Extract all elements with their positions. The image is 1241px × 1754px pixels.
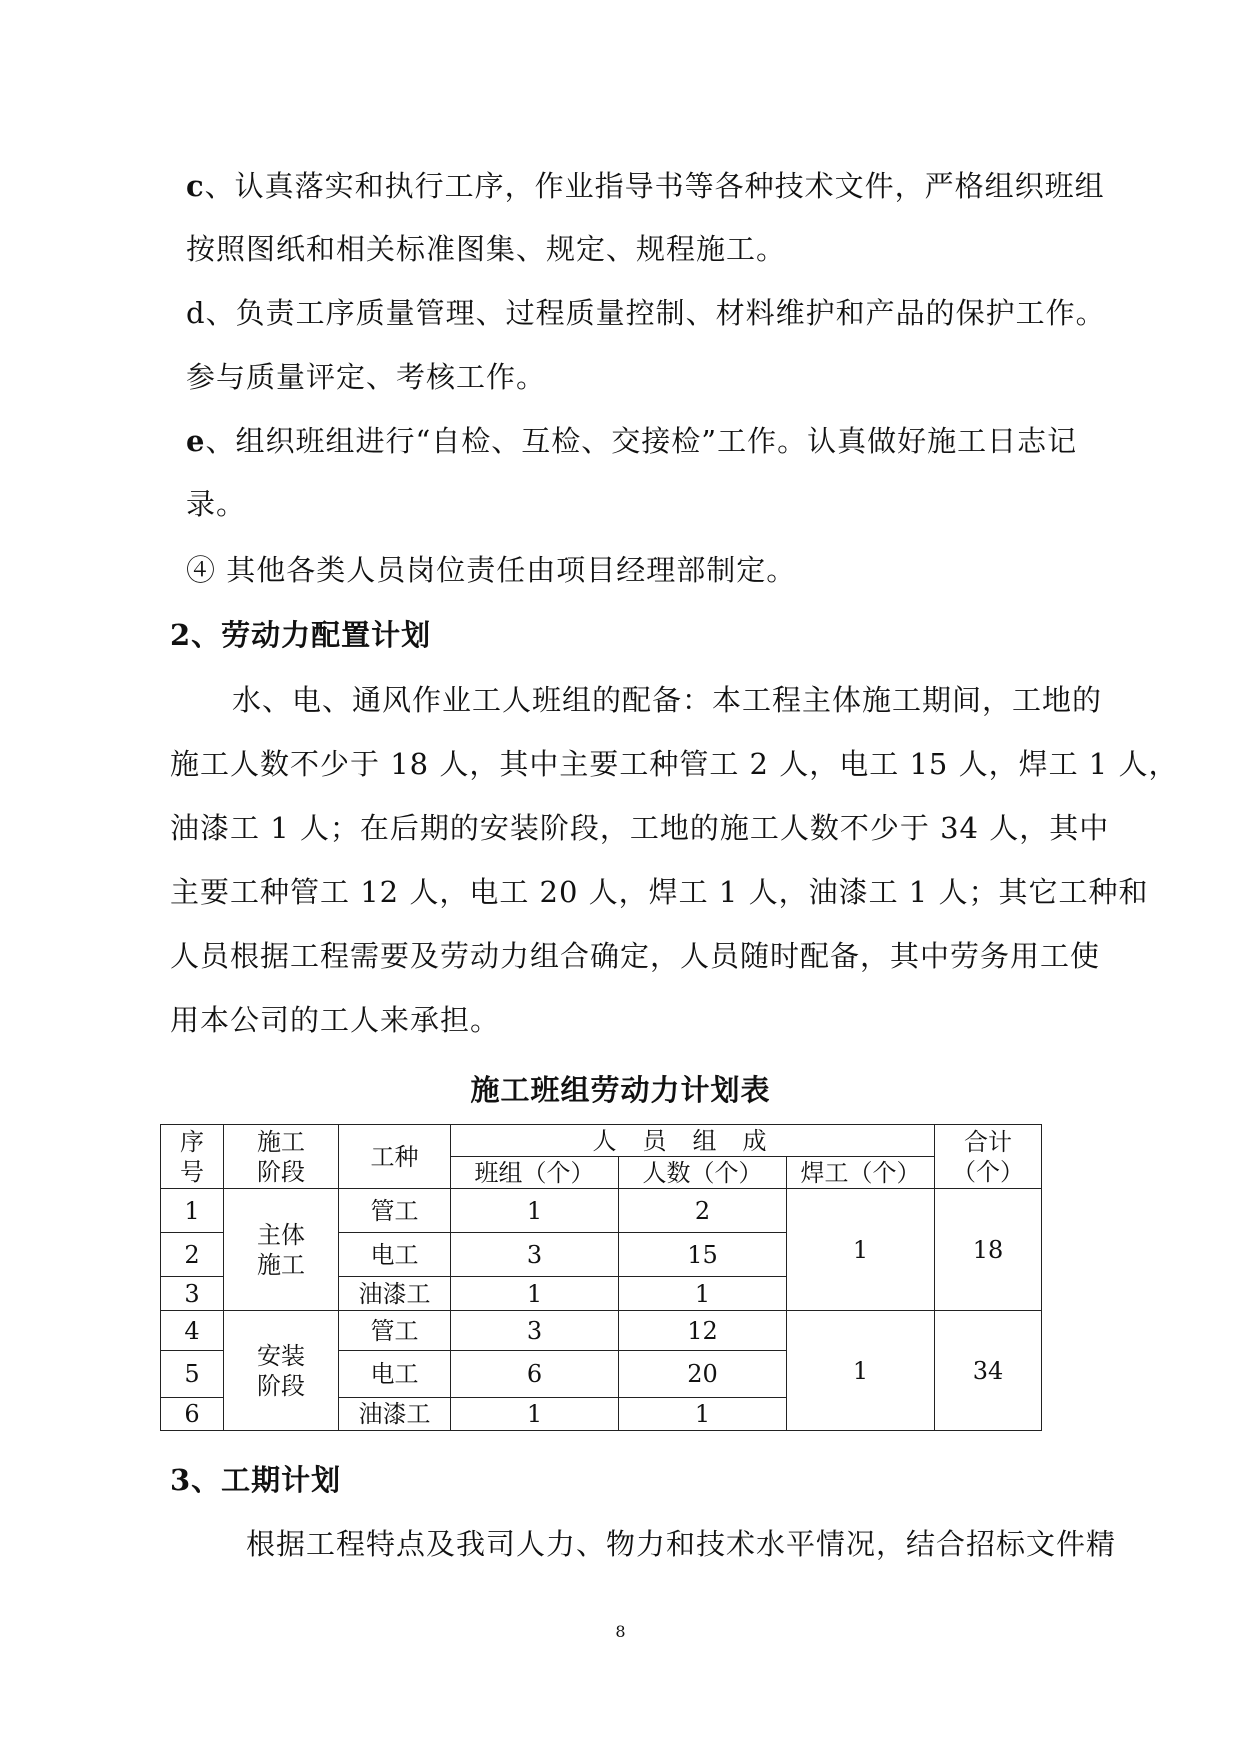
item-e-text: 、组织班组进行“自检、互检、交接检”工作。认真做好施工日志记 — [205, 424, 1078, 458]
header-people: 人数（个） — [619, 1157, 787, 1189]
cell-total-install: 34 — [935, 1311, 1042, 1431]
cell-seq: 4 — [161, 1311, 224, 1351]
item-e-marker: e — [186, 424, 206, 458]
cell-trade: 电工 — [339, 1233, 451, 1277]
cell-people: 12 — [619, 1311, 787, 1351]
paragraph-c-line-1 — [186, 166, 1105, 206]
cell-seq: 5 — [161, 1351, 224, 1398]
section-2-line-6: 用本公司的工人来承担。 — [170, 1003, 501, 1037]
cell-people: 1 — [619, 1277, 787, 1311]
table-title: 施工班组劳动力计划表 — [470, 1073, 771, 1107]
cell-people: 1 — [619, 1398, 787, 1431]
labor-plan-table — [160, 1124, 1042, 1431]
paragraph-d-line-2: 参与质量评定、考核工作。 — [186, 360, 547, 394]
cell-trade: 管工 — [339, 1311, 451, 1351]
cell-trade: 油漆工 — [339, 1277, 451, 1311]
cell-seq: 3 — [161, 1277, 224, 1311]
header-trade: 工种 — [339, 1125, 451, 1189]
paragraph-d-line-1: d、负责工序质量管理、过程质量控制、材料维护和产品的保护工作。 — [186, 296, 1106, 330]
paragraph-e-line-2: 录。 — [186, 487, 247, 521]
cell-people: 2 — [619, 1189, 787, 1233]
cell-groups: 1 — [451, 1277, 619, 1311]
cell-seq: 6 — [161, 1398, 224, 1431]
cell-groups: 3 — [451, 1311, 619, 1351]
header-stage: 施工 阶段 — [224, 1125, 339, 1189]
header-composition: 人员组成 — [451, 1125, 935, 1157]
paragraph-c-line-2: 按照图纸和相关标准图集、规定、规程施工。 — [186, 232, 787, 266]
cell-seq: 2 — [161, 1233, 224, 1277]
item-c-marker: c — [186, 169, 205, 203]
section-3-heading: 3、工期计划 — [170, 1463, 342, 1497]
section-2-line-5: 人员根据工程需要及劳动力组合确定，人员随时配备，其中劳务用工使 — [170, 939, 1101, 973]
cell-groups: 1 — [451, 1189, 619, 1233]
paragraph-e-line-1 — [186, 421, 1077, 461]
cell-seq: 1 — [161, 1189, 224, 1233]
page-number: 8 — [615, 1622, 626, 1641]
table-row — [161, 1311, 1042, 1351]
section-2-line-2: 施工人数不少于 18 人，其中主要工种管工 2 人，电工 15 人，焊工 1 人， — [170, 747, 1179, 781]
item-c-text: 、认真落实和执行工序，作业指导书等各种技术文件，严格组织班组 — [204, 169, 1105, 203]
header-total: 合计 （个） — [935, 1125, 1042, 1189]
table-row — [161, 1189, 1042, 1233]
table-header-row-1 — [161, 1125, 1042, 1157]
section-2-heading: 2、劳动力配置计划 — [170, 618, 432, 652]
cell-total-main: 18 — [935, 1189, 1042, 1311]
header-welders: 焊工（个） — [787, 1157, 935, 1189]
cell-welders-install: 1 — [787, 1311, 935, 1431]
section-2-line-3: 油漆工 1 人；在后期的安装阶段，工地的施工人数不少于 34 人，其中 — [170, 811, 1110, 845]
section-2-line-1: 水、电、通风作业工人班组的配备：本工程主体施工期间，工地的 — [232, 683, 1103, 717]
cell-groups: 6 — [451, 1351, 619, 1398]
cell-people: 20 — [619, 1351, 787, 1398]
cell-trade: 管工 — [339, 1189, 451, 1233]
cell-trade: 电工 — [339, 1351, 451, 1398]
cell-stage-install: 安装 阶段 — [224, 1311, 339, 1431]
cell-people: 15 — [619, 1233, 787, 1277]
cell-welders-main: 1 — [787, 1189, 935, 1311]
header-groups: 班组（个） — [451, 1157, 619, 1189]
cell-groups: 3 — [451, 1233, 619, 1277]
section-2-line-4: 主要工种管工 12 人，电工 20 人，焊工 1 人，油漆工 1 人；其它工种和 — [170, 875, 1149, 909]
cell-groups: 1 — [451, 1398, 619, 1431]
paragraph-item-4: ④ 其他各类人员岗位责任由项目经理部制定。 — [186, 553, 797, 587]
section-3-line-1: 根据工程特点及我司人力、物力和技术水平情况，结合招标文件精 — [246, 1527, 1117, 1561]
header-seq: 序 号 — [161, 1125, 224, 1189]
cell-trade: 油漆工 — [339, 1398, 451, 1431]
cell-stage-main: 主体 施工 — [224, 1189, 339, 1311]
